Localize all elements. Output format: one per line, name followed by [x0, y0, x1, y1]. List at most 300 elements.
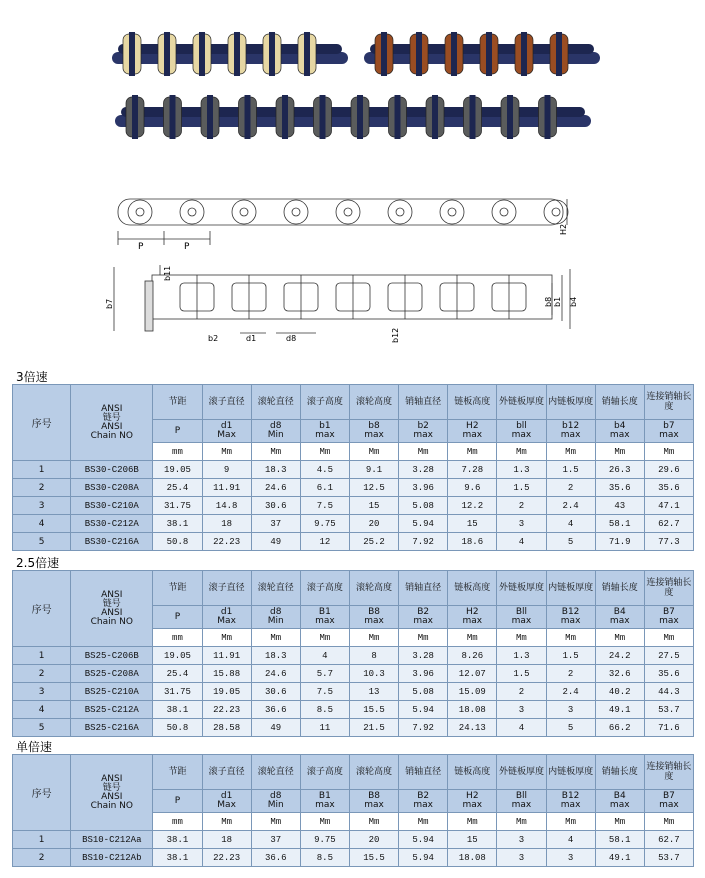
col-header-chain	[71, 571, 153, 647]
symbol: B2	[417, 607, 430, 617]
unit-cell: mm	[153, 813, 202, 831]
unit-cell: mm	[153, 443, 202, 461]
value-cell: 4	[497, 719, 546, 737]
roller	[228, 32, 246, 76]
roller	[515, 32, 533, 76]
side-roller	[284, 200, 308, 224]
roller	[351, 95, 369, 139]
value-cell: 12	[300, 533, 349, 551]
value-cell: 27.5	[644, 647, 693, 665]
symbol: B1	[318, 791, 331, 801]
roller	[314, 95, 332, 139]
value-cell: 62.7	[644, 515, 693, 533]
side-pin	[136, 208, 144, 216]
side-pin	[292, 208, 300, 216]
table-row	[13, 647, 694, 665]
spec-table-2-5x	[12, 570, 694, 737]
roller	[464, 95, 482, 139]
value-cell: 11.91	[202, 479, 251, 497]
col-header-name: 滚子高度	[300, 755, 349, 790]
symbol-limit: max	[659, 800, 679, 810]
symbol: B7	[662, 791, 675, 801]
col-header-symbol	[300, 420, 349, 443]
unit-cell: Mm	[497, 629, 546, 647]
chain-number: BS25-C212A	[71, 701, 153, 719]
side-pin	[500, 208, 508, 216]
col-header-symbol	[595, 790, 644, 813]
value-cell: 7.5	[300, 497, 349, 515]
value-cell: 9.75	[300, 515, 349, 533]
row-number: 5	[13, 719, 71, 737]
unit-cell: Mm	[300, 813, 349, 831]
side-pin	[396, 208, 404, 216]
col-header-symbol	[251, 606, 300, 629]
unit-cell: Mm	[349, 443, 398, 461]
value-cell: 35.6	[595, 479, 644, 497]
col-header-symbol	[546, 606, 595, 629]
col-header-chain	[71, 385, 153, 461]
symbol: B8	[368, 607, 380, 617]
symbol: bll	[516, 421, 527, 431]
side-pin	[448, 208, 456, 216]
col-header-name: 外链板厚度	[497, 385, 546, 420]
symbol: B7	[662, 607, 675, 617]
value-cell: 3	[497, 831, 546, 849]
col-header-symbol	[497, 606, 546, 629]
unit-cell: Mm	[546, 629, 595, 647]
unit-cell: Mm	[251, 813, 300, 831]
symbol: d1	[220, 421, 233, 431]
unit-cell: Mm	[300, 629, 349, 647]
value-cell: 15.88	[202, 665, 251, 683]
unit-cell: Mm	[399, 443, 448, 461]
value-cell: 3.96	[399, 665, 448, 683]
col-header-symbol	[644, 420, 693, 443]
col-header-name: 内链板厚度	[546, 385, 595, 420]
col-header-symbol	[644, 790, 693, 813]
row-number: 4	[13, 515, 71, 533]
value-cell: 58.1	[595, 831, 644, 849]
side-roller	[492, 200, 516, 224]
dim-label-d8: d8	[286, 334, 297, 343]
chain-header-line: ANSI	[101, 773, 123, 784]
value-cell: 2	[546, 479, 595, 497]
row-number: 3	[13, 497, 71, 515]
value-cell: 18	[202, 515, 251, 533]
side-pin	[344, 208, 352, 216]
col-header-symbol	[349, 606, 398, 629]
value-cell: 4	[497, 533, 546, 551]
roller	[410, 32, 428, 76]
chain-number: BS25-C210A	[71, 683, 153, 701]
table-row	[13, 497, 694, 515]
value-cell: 38.1	[153, 701, 202, 719]
symbol: d1	[220, 791, 233, 801]
symbol: Bll	[515, 607, 528, 617]
symbol: B12	[561, 607, 580, 617]
value-cell: 8.5	[300, 849, 349, 867]
unit-cell: Mm	[448, 443, 497, 461]
value-cell: 8.5	[300, 701, 349, 719]
dim-label-d1: d1	[246, 334, 257, 343]
value-cell: 15	[448, 515, 497, 533]
chain-header-line: Chain NO	[90, 430, 133, 441]
chain-header-line: Chain NO	[90, 800, 133, 811]
col-header-name: 销轴长度	[595, 385, 644, 420]
value-cell: 1.5	[497, 665, 546, 683]
value-cell: 25.2	[349, 533, 398, 551]
value-cell: 15.09	[448, 683, 497, 701]
value-cell: 15.5	[349, 701, 398, 719]
table-row	[13, 831, 694, 849]
section-title-2-5x: 2.5倍速	[16, 556, 60, 570]
value-cell: 1.3	[497, 647, 546, 665]
col-header-name: 连接销轴长度	[644, 385, 693, 420]
unit-cell: Mm	[251, 443, 300, 461]
col-header-name: 连接销轴长度	[644, 571, 693, 606]
unit-cell: Mm	[644, 443, 693, 461]
value-cell: 12.07	[448, 665, 497, 683]
value-cell: 5.08	[399, 497, 448, 515]
value-cell: 49	[251, 533, 300, 551]
col-header-symbol	[300, 606, 349, 629]
col-header-symbol	[349, 420, 398, 443]
dim-label-b7: b7	[105, 298, 114, 309]
col-header-symbol	[399, 606, 448, 629]
value-cell: 3.96	[399, 479, 448, 497]
value-cell: 8.26	[448, 647, 497, 665]
roller	[239, 95, 257, 139]
symbol-limit: Min	[267, 616, 284, 626]
value-cell: 9.6	[448, 479, 497, 497]
col-header-seq: 序号	[13, 571, 71, 647]
symbol: B8	[368, 791, 380, 801]
symbol: B12	[561, 791, 580, 801]
value-cell: 4	[300, 647, 349, 665]
unit-cell: Mm	[349, 629, 398, 647]
value-cell: 24.6	[251, 665, 300, 683]
col-header-name: 滚轮直径	[251, 571, 300, 606]
value-cell: 7.28	[448, 461, 497, 479]
value-cell: 49.1	[595, 849, 644, 867]
side-roller	[388, 200, 412, 224]
value-cell: 36.6	[251, 701, 300, 719]
value-cell: 5.94	[399, 831, 448, 849]
value-cell: 2.4	[546, 683, 595, 701]
symbol-limit: max	[511, 430, 532, 440]
symbol: B4	[613, 607, 626, 617]
symbol-limit: max	[413, 800, 433, 810]
value-cell: 19.05	[153, 647, 202, 665]
spec-table-3x	[12, 384, 694, 551]
row-number: 2	[13, 479, 71, 497]
table-row	[13, 515, 694, 533]
value-cell: 24.13	[448, 719, 497, 737]
col-header-symbol	[497, 420, 546, 443]
value-cell: 22.23	[202, 701, 251, 719]
symbol-limit: max	[315, 800, 335, 810]
value-cell: 35.6	[644, 479, 693, 497]
dim-label-p1: P	[138, 242, 144, 252]
chain-number: BS30-C208A	[71, 479, 153, 497]
symbol: H2	[466, 791, 479, 801]
col-header-name: 节距	[153, 571, 202, 606]
col-header-symbol	[497, 790, 546, 813]
row-number: 5	[13, 533, 71, 551]
chain-number: BS30-C206B	[71, 461, 153, 479]
roller	[193, 32, 211, 76]
value-cell: 62.7	[644, 831, 693, 849]
symbol: b12	[562, 421, 580, 431]
value-cell: 15	[448, 831, 497, 849]
value-cell: 12.5	[349, 479, 398, 497]
row-number: 1	[13, 647, 71, 665]
col-header-name: 滚子高度	[300, 385, 349, 420]
symbol: b7	[663, 421, 675, 431]
roller	[123, 32, 141, 76]
symbol-limit: max	[659, 430, 679, 440]
col-header-symbol	[251, 790, 300, 813]
value-cell: 1.5	[546, 647, 595, 665]
col-header-name: 滚轮直径	[251, 755, 300, 790]
dim-label-b2: b2	[208, 334, 219, 343]
value-cell: 38.1	[153, 515, 202, 533]
symbol-limit: max	[659, 616, 679, 626]
value-cell: 9.75	[300, 831, 349, 849]
col-header-name: 滚子直径	[202, 571, 251, 606]
col-header-name: 销轴直径	[399, 571, 448, 606]
symbol-limit: max	[560, 430, 581, 440]
value-cell: 49	[251, 719, 300, 737]
col-header-name: 内链板厚度	[546, 755, 595, 790]
spec-table-1x	[12, 754, 694, 867]
roller	[201, 95, 219, 139]
symbol-limit: Max	[217, 616, 236, 626]
side-pin	[188, 208, 196, 216]
side-roller	[232, 200, 256, 224]
symbol-limit: Min	[267, 800, 284, 810]
value-cell: 20	[349, 515, 398, 533]
value-cell: 24.2	[595, 647, 644, 665]
value-cell: 28.58	[202, 719, 251, 737]
symbol: d8	[270, 421, 282, 431]
unit-cell: Mm	[399, 629, 448, 647]
value-cell: 25.4	[153, 479, 202, 497]
value-cell: 12.2	[448, 497, 497, 515]
col-header-name: 滚子直径	[202, 385, 251, 420]
chain-photo-yellow-rollers	[110, 30, 350, 80]
value-cell: 71.9	[595, 533, 644, 551]
roller	[298, 32, 316, 76]
side-roller	[336, 200, 360, 224]
col-header-name: 链板高度	[448, 385, 497, 420]
col-header-symbol	[202, 606, 251, 629]
symbol-limit: max	[609, 430, 630, 440]
col-header-symbol	[251, 420, 300, 443]
col-header-seq: 序号	[13, 385, 71, 461]
value-cell: 1.5	[546, 461, 595, 479]
symbol-limit: Max	[217, 430, 236, 440]
side-pin	[240, 208, 248, 216]
col-header-name: 节距	[153, 385, 202, 420]
col-header-name: 滚子直径	[202, 755, 251, 790]
value-cell: 18.08	[448, 849, 497, 867]
roller	[375, 32, 393, 76]
dim-label-b4: b4	[569, 296, 578, 307]
symbol: d8	[270, 791, 282, 801]
value-cell: 38.1	[153, 831, 202, 849]
symbol: B2	[417, 791, 430, 801]
value-cell: 49.1	[595, 701, 644, 719]
col-header-symbol	[202, 790, 251, 813]
roller	[539, 95, 557, 139]
value-cell: 5.94	[399, 849, 448, 867]
value-cell: 7.5	[300, 683, 349, 701]
unit-cell: Mm	[595, 813, 644, 831]
col-header-name: 销轴长度	[595, 755, 644, 790]
symbol-limit: max	[609, 800, 630, 810]
chain-header-line: ANSI	[101, 403, 123, 414]
value-cell: 3.28	[399, 461, 448, 479]
value-cell: 21.5	[349, 719, 398, 737]
value-cell: 37	[251, 515, 300, 533]
value-cell: 11	[300, 719, 349, 737]
roller	[501, 95, 519, 139]
col-header-symbol	[644, 606, 693, 629]
value-cell: 18.3	[251, 461, 300, 479]
chain-header-line: ANSI	[101, 791, 123, 802]
value-cell: 58.1	[595, 515, 644, 533]
col-header-name: 销轴直径	[399, 755, 448, 790]
row-number: 4	[13, 701, 71, 719]
unit-cell: Mm	[202, 443, 251, 461]
symbol-limit: max	[462, 430, 483, 440]
value-cell: 7.92	[399, 533, 448, 551]
symbol-limit: Min	[267, 430, 284, 440]
value-cell: 11.91	[202, 647, 251, 665]
value-cell: 18.3	[251, 647, 300, 665]
value-cell: 3	[546, 849, 595, 867]
value-cell: 50.8	[153, 719, 202, 737]
dim-label-h2: H2	[559, 223, 568, 235]
value-cell: 1.3	[497, 461, 546, 479]
symbol-limit: max	[315, 430, 335, 440]
roller	[550, 32, 568, 76]
unit-cell: Mm	[349, 813, 398, 831]
value-cell: 43	[595, 497, 644, 515]
value-cell: 31.75	[153, 683, 202, 701]
chain-number: BS25-C216A	[71, 719, 153, 737]
row-number: 1	[13, 461, 71, 479]
col-header-seq: 序号	[13, 755, 71, 831]
col-header-symbol	[448, 606, 497, 629]
value-cell: 31.75	[153, 497, 202, 515]
value-cell: 18	[202, 831, 251, 849]
col-header-name: 滚子高度	[300, 571, 349, 606]
value-cell: 15.5	[349, 849, 398, 867]
col-header-symbol	[595, 420, 644, 443]
symbol-limit: max	[413, 616, 433, 626]
symbol: B4	[613, 791, 626, 801]
value-cell: 71.6	[644, 719, 693, 737]
value-cell: 66.2	[595, 719, 644, 737]
symbol: b8	[368, 421, 380, 431]
value-cell: 15	[349, 497, 398, 515]
value-cell: 29.6	[644, 461, 693, 479]
value-cell: 32.6	[595, 665, 644, 683]
roller	[164, 95, 182, 139]
dim-label-b12: b12	[391, 327, 400, 343]
value-cell: 3.28	[399, 647, 448, 665]
table-row	[13, 665, 694, 683]
symbol-limit: max	[560, 800, 581, 810]
chain-number: BS25-C206B	[71, 647, 153, 665]
col-header-symbol	[546, 790, 595, 813]
unit-cell: Mm	[202, 629, 251, 647]
col-header-name: 滚轮高度	[349, 385, 398, 420]
value-cell: 5	[546, 533, 595, 551]
unit-cell: Mm	[202, 813, 251, 831]
section-title-1x: 单倍速	[16, 740, 53, 754]
value-cell: 3	[497, 515, 546, 533]
value-cell: 4	[546, 515, 595, 533]
symbol-limit: max	[609, 616, 630, 626]
row-number: 1	[13, 831, 71, 849]
symbol-limit: max	[413, 430, 433, 440]
unit-cell: Mm	[251, 629, 300, 647]
value-cell: 30.6	[251, 683, 300, 701]
table-row	[13, 533, 694, 551]
symbol: B1	[318, 607, 331, 617]
col-header-symbol	[595, 606, 644, 629]
value-cell: 14.8	[202, 497, 251, 515]
col-header-name: 节距	[153, 755, 202, 790]
unit-cell: Mm	[595, 443, 644, 461]
value-cell: 4.5	[300, 461, 349, 479]
side-roller	[544, 200, 568, 224]
symbol-limit: max	[364, 430, 384, 440]
value-cell: 1.5	[497, 479, 546, 497]
symbol: d8	[270, 607, 282, 617]
col-header-name: 销轴长度	[595, 571, 644, 606]
col-header-name: 链板高度	[448, 571, 497, 606]
chain-photo-gray-rollers	[113, 93, 593, 143]
col-header-symbol	[202, 420, 251, 443]
col-header-symbol	[153, 420, 202, 443]
value-cell: 22.23	[202, 533, 251, 551]
value-cell: 2	[497, 683, 546, 701]
chain-number: BS10-C212Aa	[71, 831, 153, 849]
unit-cell: mm	[153, 629, 202, 647]
value-cell: 5	[546, 719, 595, 737]
symbol: P	[174, 795, 181, 806]
unit-cell: Mm	[448, 629, 497, 647]
value-cell: 8	[349, 647, 398, 665]
dim-label-b11: b11	[163, 265, 172, 281]
chain-header-line: ANSI	[101, 607, 123, 618]
symbol: H2	[466, 421, 479, 431]
symbol: P	[174, 425, 181, 436]
col-header-symbol	[448, 420, 497, 443]
value-cell: 6.1	[300, 479, 349, 497]
symbol: b4	[614, 421, 626, 431]
value-cell: 18.6	[448, 533, 497, 551]
roller	[480, 32, 498, 76]
value-cell: 3	[546, 701, 595, 719]
col-header-symbol	[153, 790, 202, 813]
col-header-name: 滚轮高度	[349, 755, 398, 790]
table-row	[13, 719, 694, 737]
